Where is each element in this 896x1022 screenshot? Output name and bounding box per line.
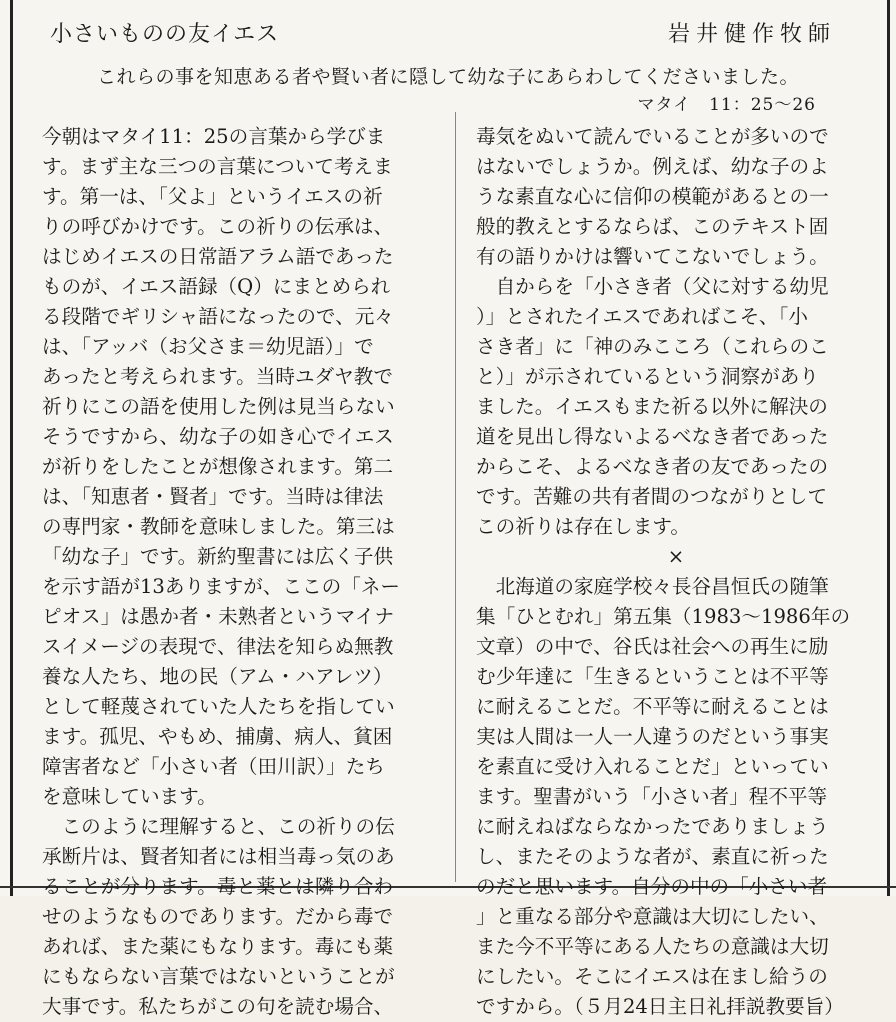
text-line: 大事です。私たちがこの句を読む場合、 <box>42 995 394 1018</box>
text-line: と）」が示されているという洞察があり <box>476 365 819 388</box>
text-line: ました。イエスもまた祈る以外に解決の <box>476 395 828 418</box>
text-line: この祈りは存在します。 <box>476 515 690 538</box>
text-line: そうですから、幼な子の如き心でイエス <box>42 425 394 448</box>
text-line: 」と重なる部分や意識は大切にしたい、 <box>476 905 829 928</box>
text-line: ピオス」は愚か者・未熟者というマイナ <box>42 605 395 628</box>
text-line: を示す語が13ありますが、ここの「ネー <box>42 575 401 598</box>
text-line: うな素直な心に信仰の模範があるとの一 <box>476 185 829 208</box>
text-line: の専門家・教師を意味しました。第三は <box>42 515 395 538</box>
text-line: す。まず主な三つの言葉について考えま <box>42 155 393 178</box>
text-line: 般的教えとするならば、このテキスト固 <box>476 215 829 238</box>
text-line: さき者」に「神のみこころ（これらのこ <box>476 335 829 358</box>
text-line: 自からを「小さき者（父に対する幼児 <box>476 275 829 298</box>
left-column <box>42 122 442 1022</box>
text-line: 承断片は、賢者知者には相当毒っ気のあ <box>42 845 395 868</box>
text-line: ですから。（５月24日主日礼拝説教要旨） <box>476 995 844 1018</box>
text-line: です。苦難の共有者間のつながりとして <box>476 485 828 508</box>
text-line: は、「知恵者・賢者」です。当時は律法 <box>42 485 384 508</box>
text-line: む少年達に「生きるということは不平等 <box>476 665 829 688</box>
text-line: 障害者など「小さい者（田川訳）」たち <box>42 755 385 778</box>
header <box>50 14 836 50</box>
scripture-reference: マタイ 11：25〜26 <box>637 95 816 115</box>
author-name: 岩井健作牧師 <box>667 21 836 47</box>
text-line: に耐えることだ。不平等に耐えることは <box>476 695 829 718</box>
text-line: として軽蔑されていた人たちを指してい <box>42 695 395 718</box>
text-line: が祈りをしたことが想像されます。第二 <box>42 455 394 478</box>
text-line: はないでしょうか。例えば、幼な子のよ <box>476 155 829 178</box>
text-line: ることが分ります。毒と薬とは隣り合わ <box>42 875 394 898</box>
text-line: し、またそのような者が、素直に祈った <box>476 845 829 868</box>
text-line: 祈りにこの語を使用した例は見当らない <box>42 395 395 418</box>
sermon-title: 小さいものの友イエス <box>50 21 280 47</box>
text-line: を素直に受け入れることだ」といってい <box>476 755 829 778</box>
text-line: に耐えねばならなかったでありましょう <box>476 815 829 838</box>
text-line: にもならない言葉ではないということが <box>42 965 395 988</box>
text-line: にしたい。そこにイエスは在まし給うの <box>476 965 828 988</box>
left-border <box>10 0 13 896</box>
text-line: また今不平等にある人たちの意識は大切 <box>476 935 829 958</box>
text-line: 北海道の家庭学校々長谷昌恒氏の随筆 <box>476 575 829 598</box>
text-line: せのようなものであります。だから毒で <box>42 905 394 928</box>
text-line: はじめイエスの日常語アラム語であった <box>42 245 394 268</box>
text-line: 養な人たち、地の民（アム・ハアレツ） <box>42 665 393 688</box>
text-line: スイメージの表現で、律法を知らぬ無教 <box>42 635 394 658</box>
text-line: あったと考えられます。当時ユダヤ教で <box>42 365 393 388</box>
right-border <box>887 0 890 896</box>
text-line: 毒気をぬいて読んでいることが多いので <box>476 125 829 148</box>
text-line: る段階でギリシャ語になったので、元々 <box>42 305 394 328</box>
text-line: 道を見出し得ないよるべなき者であった <box>476 425 829 448</box>
text-line: を意味しています。 <box>42 785 217 808</box>
text-line: す。第一は、「父よ」というイエスの祈 <box>42 185 383 208</box>
text-line: 有の語りかけは響いてこないでしょう。 <box>476 245 829 268</box>
text-line: 「幼な子」です。新約聖書には広く子供 <box>42 545 394 568</box>
text-line: は、「アッバ（お父さま＝幼児語）」で <box>42 335 374 358</box>
text-line: 今朝はマタイ11：25の言葉から学びま <box>42 125 386 148</box>
text-line: ものが、イエス語録（Q）にまとめられ <box>42 275 391 298</box>
text-line: このように理解すると、この祈りの伝 <box>42 815 395 838</box>
text-line: ます。聖書がいう「小さい者」程不平等 <box>476 785 828 808</box>
text-line: 文章）の中で、谷氏は社会への再生に励 <box>476 635 829 658</box>
text-line: りの呼びかけです。この祈りの伝承は、 <box>42 215 394 238</box>
text-line: × <box>667 545 685 568</box>
epigraph-quote: これらの事を知恵ある者や賢い者に隠して幼な子にあらわしてくださいました。 <box>96 66 799 88</box>
right-column <box>476 122 876 1022</box>
text-line: のだと思います。自分の中の「小さい者 <box>476 875 828 898</box>
text-line: 集「ひとむれ」第五集（1983〜1986年の <box>476 605 851 628</box>
column-divider <box>455 112 456 882</box>
text-line: あれば、また薬にもなります。毒にも薬 <box>42 935 394 958</box>
text-line: 実は人間は一人一人違うのだという事実 <box>476 725 829 748</box>
text-line: ）」とされたイエスであればこそ、「小 <box>476 305 808 328</box>
text-line: からこそ、よるべなき者の友であったの <box>476 455 829 478</box>
text-line: ます。孤児、やもめ、捕虜、病人、貧困 <box>42 725 393 748</box>
